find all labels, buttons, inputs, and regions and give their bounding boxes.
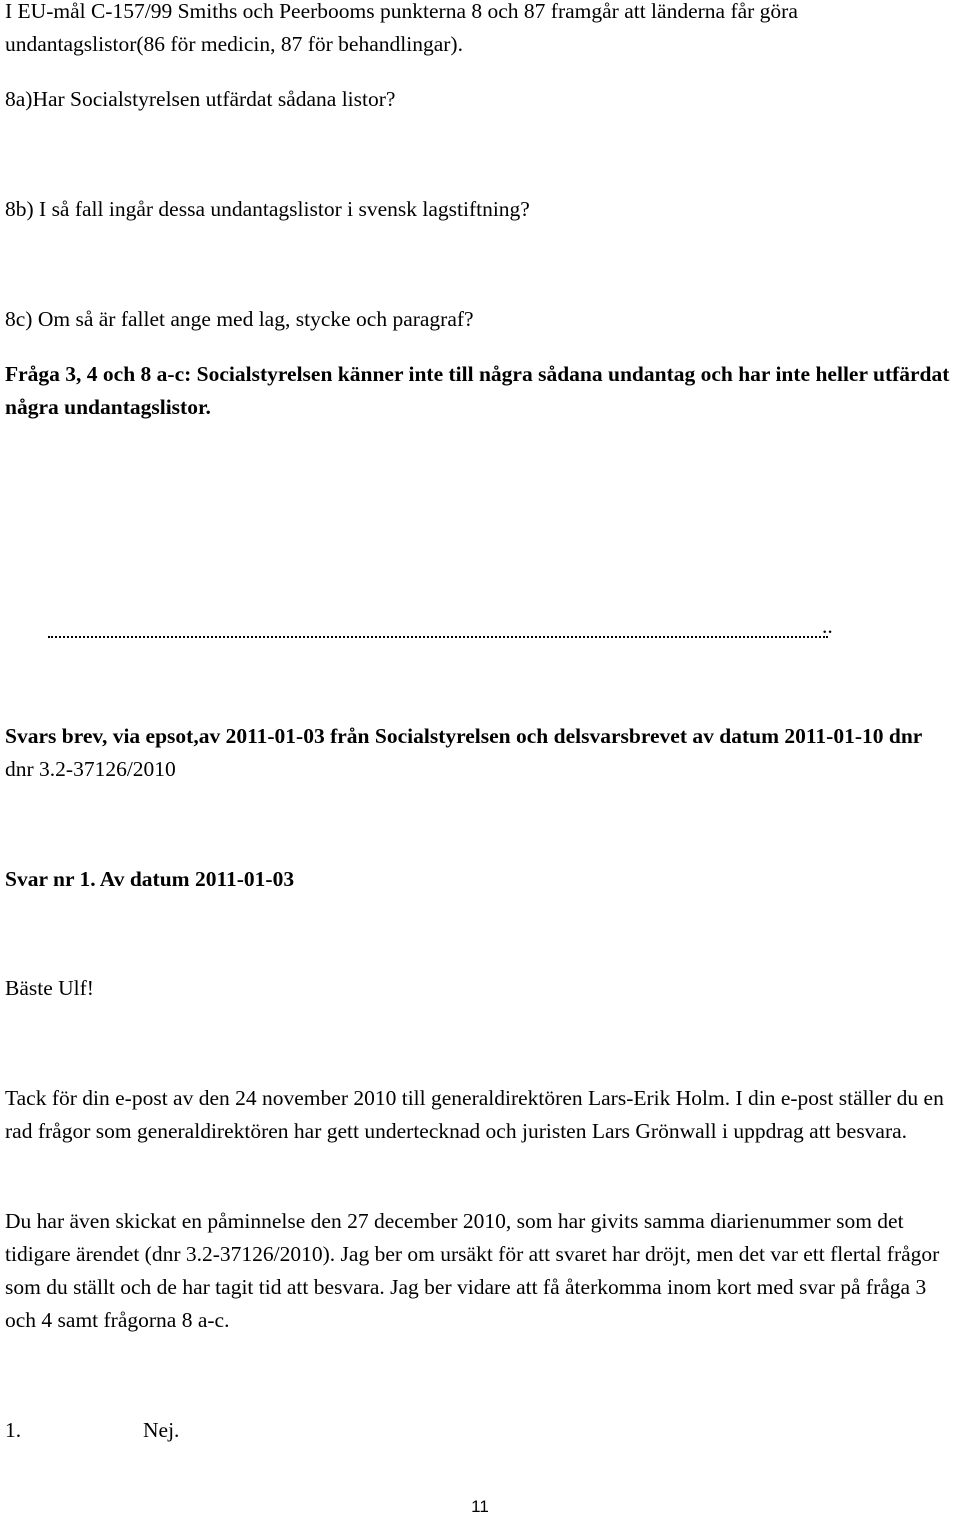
- reply-number-date: Av datum 2011-01-03: [95, 867, 295, 891]
- list-item-number: 1.: [5, 1418, 22, 1442]
- question-8b: 8b) I så fall ingår dessa undantagslistor i svensk lagstiftning?: [5, 197, 530, 221]
- reply-header: [5, 720, 956, 786]
- page-number: 11: [471, 1497, 489, 1516]
- question-8a: 8a)Har Socialstyrelsen utfärdat sådana listor?: [5, 87, 396, 111]
- answer-note: Fråga 3, 4 och 8 a-c: Socialstyrelsen känner inte till några sådana undantag och har inte heller utfärdat några undantagslistor.: [5, 362, 950, 419]
- list-item-text: Nej.: [143, 1418, 180, 1442]
- paragraph-1: Tack för din e-post av den 24 november 2010 till generaldirektören Lars-Erik Holm. I din e-post ställer du en rad frågor som generaldirektören har gett undertecknad och juristen Lars Grönwall i uppdrag att besvara.: [5, 1086, 944, 1143]
- reply-header-dnr: dnr 3.2-37126/2010: [5, 757, 176, 781]
- intro-line-2: undantagslistor(86 för medicin, 87 för behandlingar).: [5, 32, 463, 56]
- question-8c: 8c) Om så är fallet ange med lag, stycke och paragraf?: [5, 307, 474, 331]
- paragraph-2: Du har även skickat en påminnelse den 27 december 2010, som har givits samma diarienummer som det tidigare ärendet (dnr 3.2-37126/2010). Jag ber om ursäkt för att svaret har dröjt, men det var ett flertal frågor som du ställt och de har tagit tid att besvara. Jag ber vidare att få återkomma inom kort med svar på fråga 3 och 4 samt frågorna 8 a-c.: [5, 1209, 940, 1332]
- separator-tail: ..: [822, 614, 833, 638]
- reply-number-label: Svar nr 1.: [5, 867, 96, 891]
- reply-header-bold: Svars brev, via epsot,av 2011-01-03 från Socialstyrelsen och delsvarsbrevet av datum 2011-01-10 dnr: [5, 724, 923, 748]
- intro-line-1: I EU-mål C-157/99 Smiths och Peerbooms punkterna 8 och 87 framgår att länderna får göra: [5, 0, 798, 23]
- dotted-separator: [48, 614, 828, 638]
- greeting: Bäste Ulf!: [5, 976, 94, 1000]
- reply-number: [5, 863, 956, 896]
